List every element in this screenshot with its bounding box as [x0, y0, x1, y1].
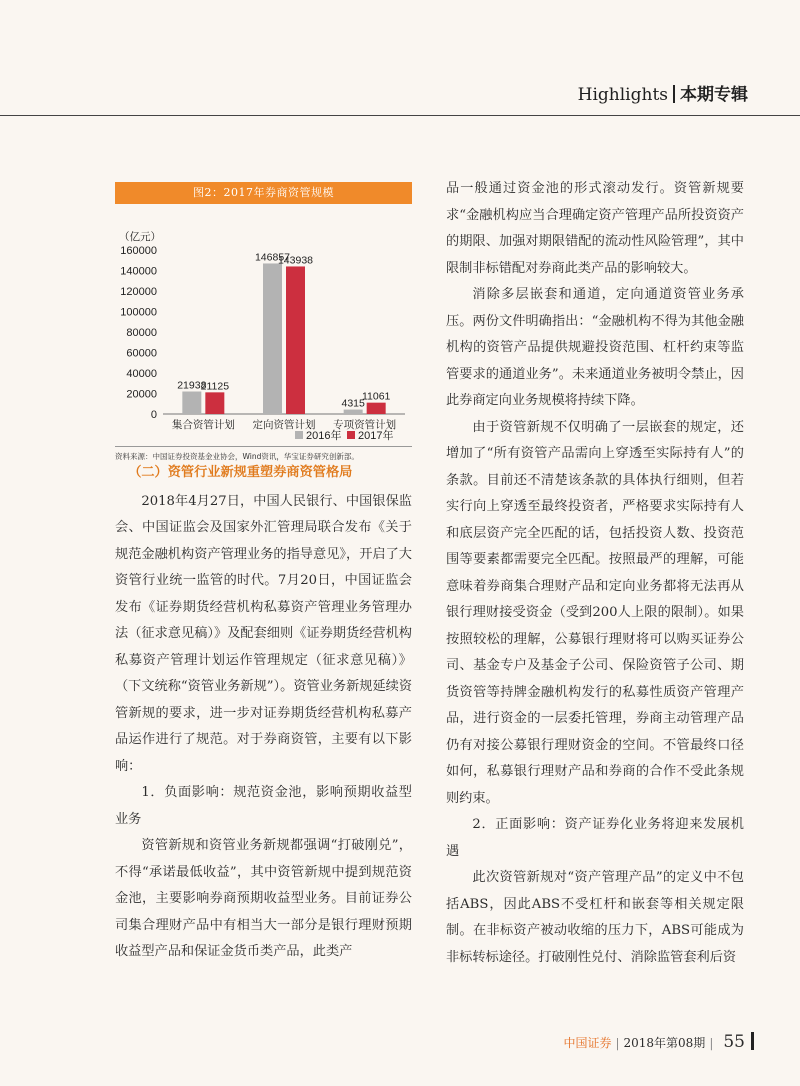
bar-2017	[205, 392, 224, 414]
page-header	[578, 80, 748, 105]
page-number: 55	[723, 1032, 745, 1052]
paragraph: 资管新规和资管业务新规都强调“打破刚兑”，不得“承诺最低收益”，其中资管新规中提到规范资金池，主要影响券商预期收益型业务。目前证券公司集合理财产品中有相当大一部分是银行理财预期收益型产品和保证金货币类产品，此类产	[115, 838, 412, 959]
data-label: 21938	[177, 379, 207, 392]
figure-source: 资料来源：中国证券投资基金业协会，Wind资讯，华宝证券研究创新部。	[115, 446, 412, 462]
header-en: Highlights	[577, 85, 668, 105]
footer-brand: 中国证券	[563, 1036, 612, 1050]
data-label: 146857	[254, 251, 291, 264]
list-heading: 2．正面影响：资产证券化业务将迎来发展机遇	[446, 817, 744, 859]
x-tick-label: 定向资管计划	[252, 419, 316, 431]
figure-title: 图2：2017年券商资管规模	[115, 182, 412, 204]
chart-svg	[115, 204, 412, 444]
y-tick-label: 60000	[126, 347, 157, 360]
data-label: 21125	[200, 380, 230, 393]
paragraph: 此次资管新规对“资产管理产品”的定义中不包括ABS，因此ABS不受杠杆和嵌套等相关规定限制。在非标资产被动收缩的压力下，ABS可能成为非标转标途径。打破刚性兑付、消除监管套利后资	[446, 870, 744, 965]
y-tick-label: 100000	[120, 306, 157, 319]
paragraph: 品一般通过资金池的形式滚动发行。资管新规要求“金融机构应当合理确定资产管理产品所投资资产的期限、加强对期限错配的流动性风险管理”，其中限制非标错配对券商此类产品的影响较大。	[446, 181, 744, 276]
bar-chart	[115, 204, 412, 444]
y-tick-label: 140000	[120, 265, 157, 278]
bar-2016	[344, 410, 363, 414]
data-label: 143938	[277, 254, 314, 267]
data-label: 11061	[361, 390, 391, 403]
bar-2016	[182, 392, 201, 414]
right-column	[446, 176, 744, 971]
header-divider	[673, 85, 675, 103]
y-tick-label: 20000	[126, 388, 157, 401]
footer-issue: 2018年第08期	[623, 1036, 706, 1050]
y-tick-label: 120000	[120, 286, 157, 298]
bar-2017	[367, 403, 386, 414]
footer-bar	[751, 1032, 754, 1050]
legend-label: 2016年	[306, 430, 342, 442]
legend-label: 2017年	[358, 430, 394, 442]
header-rule	[0, 115, 800, 116]
footer-divider: |	[709, 1036, 714, 1050]
footer-divider: |	[615, 1036, 620, 1050]
data-label: 4315	[341, 397, 365, 410]
page-footer	[563, 1032, 754, 1052]
paragraph: 2018年4月27日，中国人民银行、中国银保监会、中国证监会及国家外汇管理局联合发布《关于规范金融机构资产管理业务的指导意见》，开启了大资管行业统一监管的时代。7月20日，中国证监会发布《证券期货经营机构私募资产管理业务管理办法（征求意见稿）》及配套细则《证券期货经营机构私募资产管理计划运作管理规定（征求意见稿）》（下文统称“资管业务新规”）。资管业务新规延续资管新规的要求，进一步对证券期货经营机构私募产品运作进行了规范。对于券商资管，主要有以下影响：	[115, 493, 413, 774]
paragraph: 由于资管新规不仅明确了一层嵌套的规定，还增加了“所有资管产品需向上穿透至实际持有人”的条款。目前还不清楚该条款的具体执行细则，但若实行向上穿透至最终投资者，严格要求实际持有人和底层资产完全匹配的话，包括投资人数、投资范围等要素都需要完全匹配。按照最严的理解，可能意味着券商集合理财产品和定向业务都将无法再从银行理财接受资金（受到200人上限的限制）。如果按照较松的理解，公募银行理财将可以购买证券公司、基金专户及基金子公司、保险资管子公司、期货资管等持牌金融机构发行的私募性质资产管理产品，进行资金的一层委托管理，券商主动管理产品仍有对接公募银行理财资金的空间。不管最终口径如何，私募银行理财产品和券商的合作不受此条规则约束。	[446, 419, 744, 806]
y-tick-label: 80000	[126, 327, 157, 339]
x-tick-label: 集合资管计划	[171, 419, 235, 431]
bar-2016	[263, 263, 282, 414]
figure	[115, 182, 412, 462]
legend-swatch	[347, 431, 355, 439]
header-cn: 本期专辑	[680, 85, 748, 105]
list-heading: 1．负面影响：规范资金池，影响预期收益型业务	[115, 785, 412, 827]
left-column	[115, 460, 412, 966]
legend-swatch	[295, 431, 303, 439]
paragraph: 消除多层嵌套和通道，定向通道资管业务承压。两份文件明确指出：“金融机构不得为其他金融机构的资管产品提供规避投资范围、杠杆约束等监管要求的通道业务”。未来通道业务被明令禁止，因此券商定向业务规模将持续下降。	[446, 287, 744, 408]
x-tick-label: 专项资管计划	[333, 419, 397, 431]
y-axis-label: （亿元）	[119, 231, 161, 243]
section-subhead: （二）资管行业新规重塑券商资管格局	[128, 465, 353, 480]
y-tick-label: 0	[150, 409, 157, 421]
y-tick-label: 40000	[126, 368, 157, 380]
y-tick-label: 160000	[120, 245, 157, 257]
bar-2017	[286, 266, 305, 414]
